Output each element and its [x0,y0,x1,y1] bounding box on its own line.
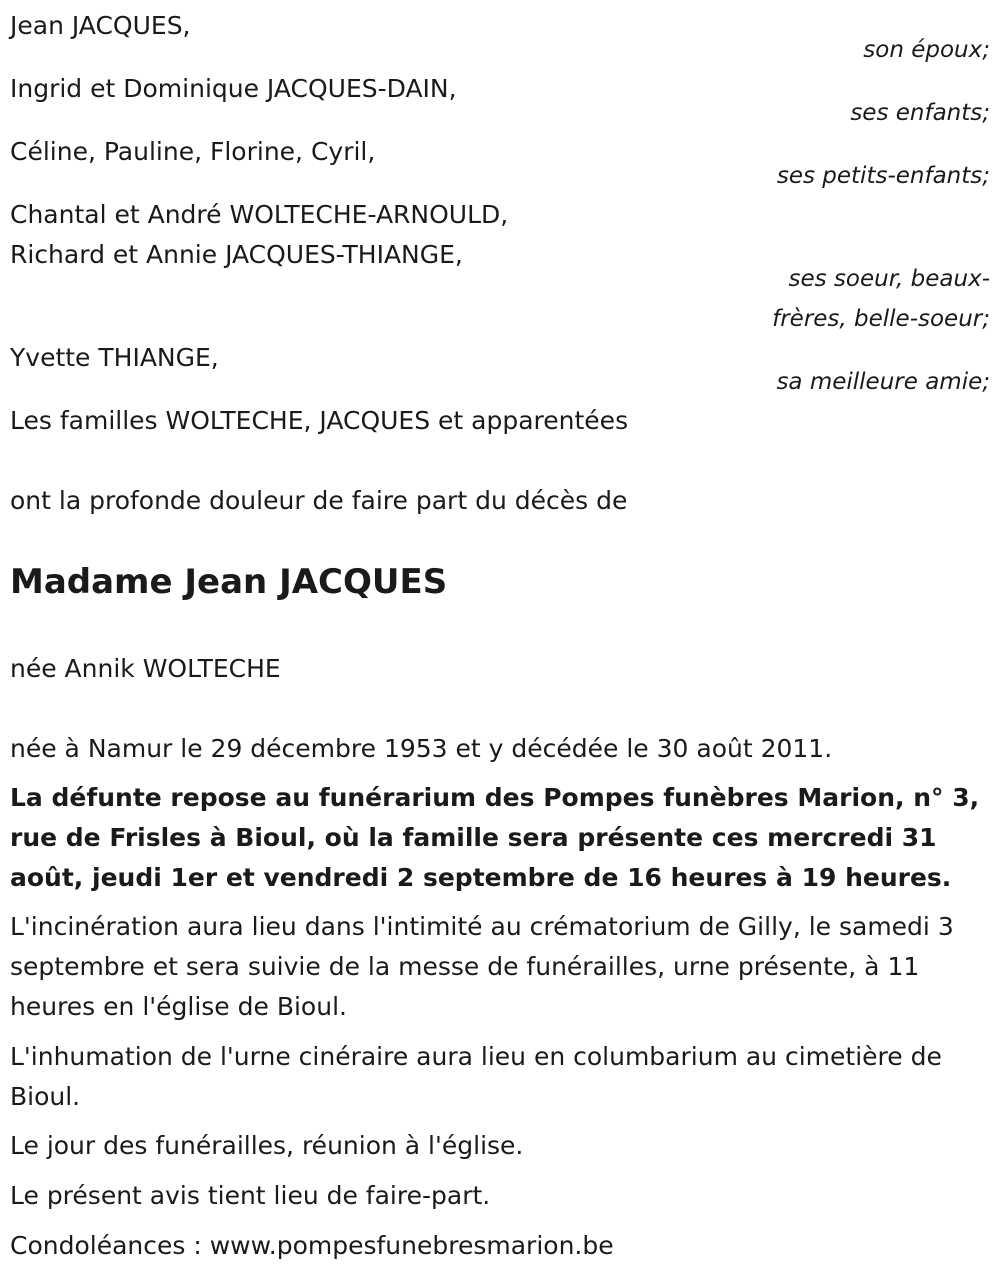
grandchildren-role: ses petits-enfants; [776,163,990,189]
notice-text: Le présent avis tient lieu de faire-part. [10,1181,491,1210]
maiden-name: née Annik WOLTECHE [10,654,281,683]
friend-role: sa meilleure amie; [776,369,990,395]
spouse-name: Jean JACQUES, [10,11,191,40]
deceased-name: Madame Jean JACQUES [10,562,448,602]
siblings-names-2: Richard et Annie JACQUES-THIANGE, [10,240,463,269]
burial-details: L'inhumation de l'urne cinéraire aura lieu en columbarium au cimetière de Bioul. [10,1042,942,1111]
grandchildren-names: Céline, Pauline, Florine, Cyril, [10,137,376,166]
condolences-link[interactable]: Condoléances : www.pompesfunebresmarion.be [10,1231,614,1260]
birth-death-dates: née à Namur le 29 décembre 1953 et y décédée le 30 août 2011. [10,734,833,763]
children-role: ses enfants; [850,100,990,126]
cremation-details: L'incinération aura lieu dans l'intimité au crématorium de Gilly, le samedi 3 septembre et sera suivie de la messe de funérailles, urne présente, à 11 heures en l'église de Bioul. [10,912,954,1021]
children-names: Ingrid et Dominique JACQUES-DAIN, [10,74,457,103]
siblings-names-1: Chantal et André WOLTECHE-ARNOULD, [10,200,509,229]
friend-name: Yvette THIANGE, [10,343,219,372]
siblings-role-2: frères, belle-soeur; [772,306,990,332]
viewing-details: La défunte repose au funérarium des Pompes funèbres Marion, n° 3, rue de Frisles à Bioul, où la famille sera présente ces mercredi 31 août, jeudi 1er et vendredi 2 septembre de 16 heures à 19 heures. [10,783,980,892]
announcement: ont la profonde douleur de faire part du décès de [10,486,628,515]
meeting-details: Le jour des funérailles, réunion à l'église. [10,1131,524,1160]
spouse-role: son époux; [863,37,990,63]
siblings-role-1: ses soeur, beaux- [788,266,990,292]
families-line: Les familles WOLTECHE, JACQUES et apparentées [10,406,629,435]
